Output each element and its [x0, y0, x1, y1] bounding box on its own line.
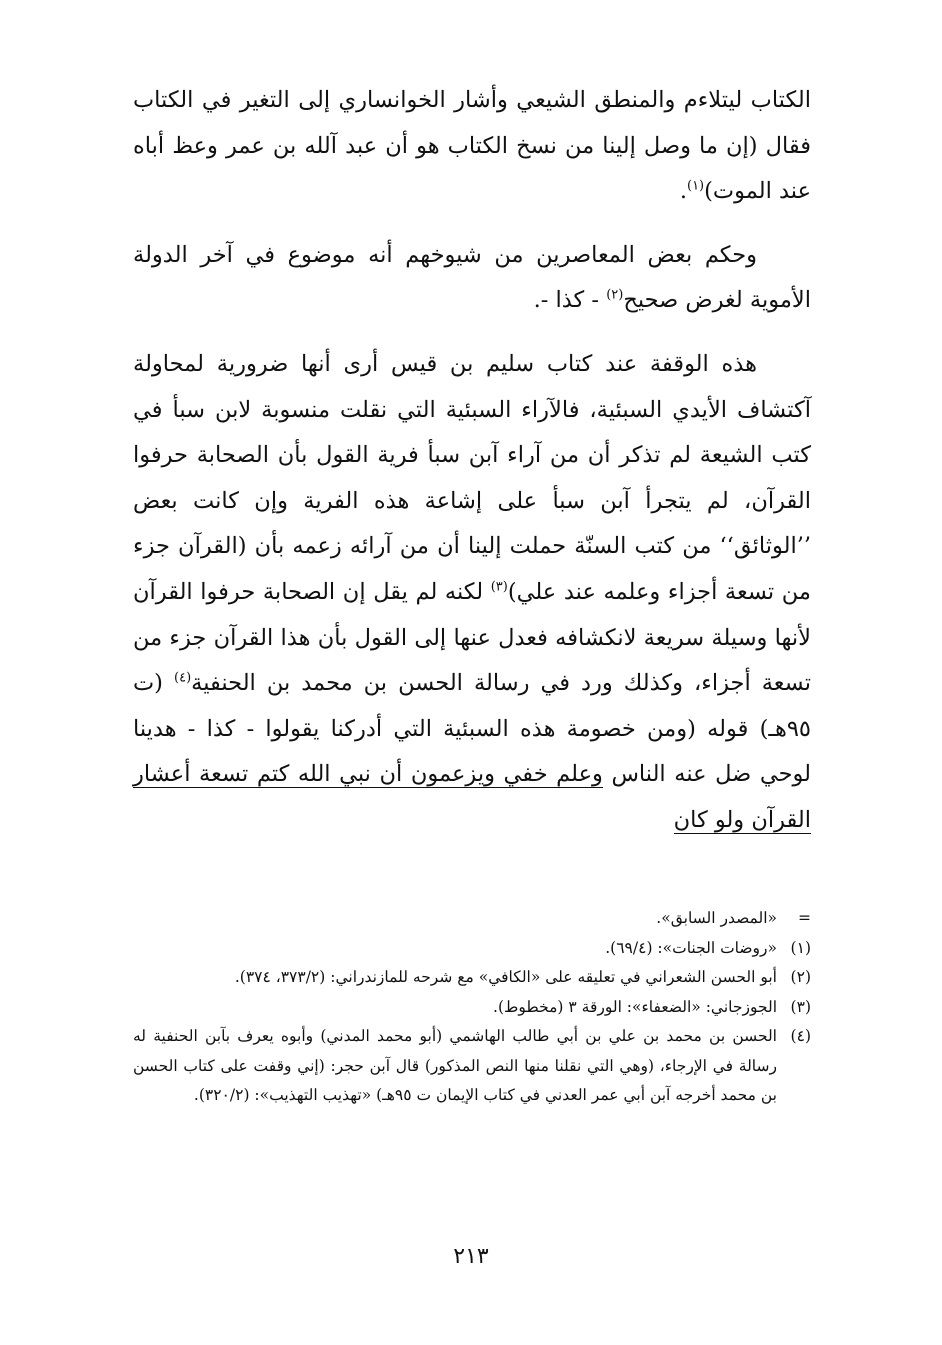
paragraph-3: هذه الوقفة عند كتاب سليم بن قيس أرى أنها ضرورية لمحاولة آكتشاف الأيدي السبئية، فالآراء السبئية التي نقلت منسوبة لابن سبأ في كتب الشيعة لم تذكر أن من آراء آبن سبأ فرية القول بأن الصحابة حرفوا القرآن، لم يتجرأ آبن سبأ على إشاعة هذه الفرية وإن كانت بعض ’’الوثائق‘‘ من كتب السنّة حملت إلينا أن من آرائه زعمه بأن (القرآن جزء من تسعة أجزاء وعلمه عند علي)$^{(٣)}$ لكنه لم يقل إن الصحابة حرفوا القرآن لأنها وسيلة سريعة لانكشافه فعدل عنها إلى القول بأن هذا القرآن جزء من تسعة أجزاء، وكذلك ورد في رسالة الحسن بن محمد بن الحنفية$^{(٤)}$ (ت ٩٥هـ) قوله (ومن خصومة هذه السبئية التي أدركنا يقولوا - كذا - هدينا لوحي ضل عنه الناس وعلم خفي ويزعمون أن نبي الله كتم تسعة أعشار القرآن ولو كان: [133, 350, 811, 833]
paragraph-2: وحكم بعض المعاصرين من شيوخهم أنه موضوع في آخر الدولة الأموية لغرض صحيح$^{(٢)}$ - كذا -.: [133, 241, 811, 314]
paragraph-1: الكتاب ليتلاءم والمنطق الشيعي وأشار الخوانساري إلى التغير في الكتاب فقال (إن ما وصل إلينا من نسخ الكتاب هو أن عبد آلله بن عمر وعظ أباه عند الموت)$^{(١)}$.: [133, 87, 811, 205]
footnote-text: الحسن بن محمد بن علي بن أبي طالب الهاشمي (أبو محمد المدني) وأبوه يعرف بآبن الحنفية له رسالة في الإرجاء، (وهي التي نقلنا منها النص المذكور) قال آبن حجر: (إني وقفت على كتاب الحسن بن محمد أخرجه آبن أبي عمر العدني في كتاب الإيمان ت ٩٥هـ) «تهذيب التهذيب»: (٣٢٠/٢).: [133, 1027, 777, 1104]
footnotes: [133, 904, 811, 1111]
continuation-marker: =: [798, 909, 811, 927]
footnote-2: [133, 963, 811, 993]
footnote-ref-4: (٤): [174, 670, 192, 686]
footnote-continuation: [133, 904, 811, 934]
footnote-number: (١): [790, 938, 811, 957]
last-line-underlined: وعلم خفي ويزعمون أن نبي الله كتم تسعة أعشار القرآن ولو كان: [133, 761, 811, 833]
footnote-ref-1: (١): [686, 178, 705, 194]
footnote-text: «المصدر السابق».: [656, 909, 777, 927]
footnote-1: [133, 934, 811, 964]
main-text: [133, 78, 811, 844]
footnote-number: (٤): [790, 1027, 811, 1045]
footnote-number: (٣): [790, 997, 811, 1016]
footnote-ref-2: (٢): [606, 287, 624, 303]
footnote-text: أبو الحسن الشعراني في تعليقه على «الكافي» مع شرحه للمازندراني: (٣٧٣/٢، ٣٧٤).: [234, 968, 777, 986]
page-number: ٢١٣: [453, 1244, 489, 1269]
footnote-number: (٢): [790, 968, 811, 986]
footnote-text: الجوزجاني: «الضعفاء»: الورقة ٣ (مخطوط).: [493, 997, 777, 1016]
footnote-ref-3: (٣): [490, 579, 508, 595]
footnote-text: «روضات الجنات»: (٦٩/٤).: [605, 938, 777, 957]
footnote-4: [133, 1022, 811, 1111]
footnote-3: [133, 993, 811, 1023]
